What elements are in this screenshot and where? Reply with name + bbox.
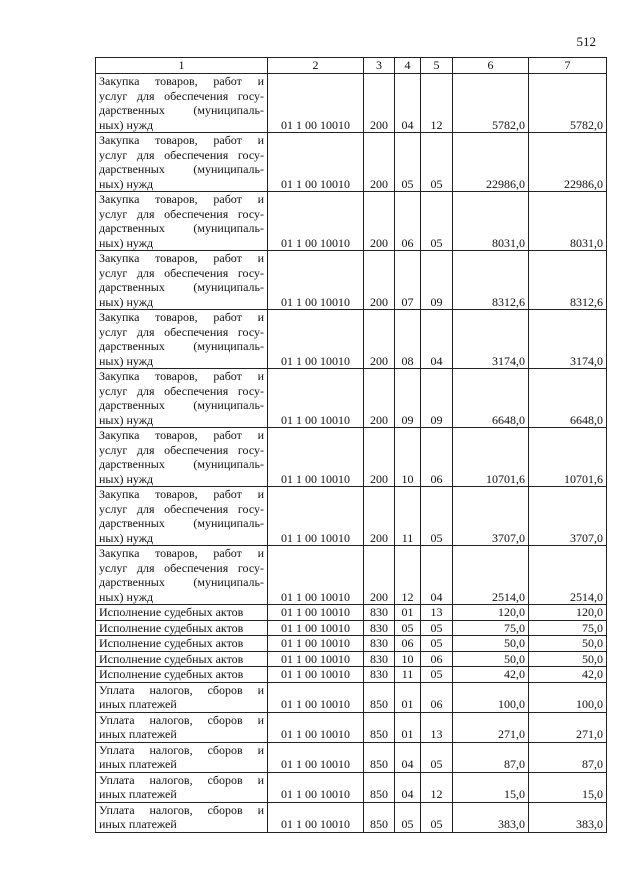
amount-cell: 87,0 — [453, 742, 529, 772]
amount-cell: 8031,0 — [529, 192, 607, 251]
row-name-line: дарственных (муниципаль- — [99, 162, 264, 176]
amount-cell: 5782,0 — [453, 74, 529, 133]
expense-type-cell: 830 — [364, 620, 395, 636]
target-code-cell: 01 1 00 10010 — [268, 310, 364, 369]
row-name-line: дарственных (муниципаль- — [99, 575, 264, 589]
subsection-cell: 04 — [421, 546, 453, 605]
row-name-cell — [96, 712, 268, 742]
amount-cell: 8031,0 — [453, 192, 529, 251]
row-name-cell — [96, 310, 268, 369]
row-name-line: Уплата налогов, сборов и — [99, 742, 264, 757]
section-cell: 10 — [395, 428, 421, 487]
expense-type-cell: 850 — [364, 772, 395, 802]
row-name-line: дарственных (муниципаль- — [99, 516, 264, 530]
row-name-line: Исполнение судебных актов — [99, 636, 244, 650]
section-cell: 10 — [395, 651, 421, 667]
row-name-line: услуг для обеспечения госу- — [99, 265, 264, 280]
amount-cell: 100,0 — [529, 682, 607, 712]
target-code-cell: 01 1 00 10010 — [268, 133, 364, 192]
row-name-line: услуг для обеспечения госу- — [99, 501, 264, 516]
table-row — [96, 546, 607, 605]
amount-cell: 22986,0 — [453, 133, 529, 192]
amount-cell: 383,0 — [529, 802, 607, 832]
row-name-cell — [96, 802, 268, 832]
amount-cell: 8312,6 — [529, 251, 607, 310]
row-name-cell — [96, 636, 268, 652]
row-name-line: дарственных (муниципаль- — [99, 398, 264, 412]
table-row — [96, 428, 607, 487]
expense-type-cell: 830 — [364, 667, 395, 683]
subsection-cell: 09 — [421, 369, 453, 428]
amount-cell: 120,0 — [529, 605, 607, 621]
target-code-cell: 01 1 00 10010 — [268, 192, 364, 251]
amount-cell: 383,0 — [453, 802, 529, 832]
table-row — [96, 772, 607, 802]
target-code-cell: 01 1 00 10010 — [268, 251, 364, 310]
subsection-cell: 04 — [421, 310, 453, 369]
subsection-cell: 06 — [421, 651, 453, 667]
amount-cell: 22986,0 — [529, 133, 607, 192]
section-cell: 04 — [395, 742, 421, 772]
amount-cell: 100,0 — [453, 682, 529, 712]
amount-cell: 2514,0 — [453, 546, 529, 605]
expense-type-cell: 850 — [364, 742, 395, 772]
amount-cell: 8312,6 — [453, 251, 529, 310]
expense-type-cell: 200 — [364, 310, 395, 369]
row-name-line: Исполнение судебных актов — [99, 667, 244, 681]
amount-cell: 3707,0 — [453, 487, 529, 546]
row-name-line: Закупка товаров, работ и — [99, 251, 264, 265]
section-cell: 04 — [395, 772, 421, 802]
row-name-line: услуг для обеспечения госу- — [99, 88, 264, 103]
column-header: 6 — [453, 58, 529, 74]
row-name-cell — [96, 742, 268, 772]
row-name-cell — [96, 667, 268, 683]
target-code-cell: 01 1 00 10010 — [268, 74, 364, 133]
section-cell: 12 — [395, 546, 421, 605]
expense-type-cell: 850 — [364, 712, 395, 742]
row-name-line: Закупка товаров, работ и — [99, 192, 264, 206]
amount-cell: 42,0 — [453, 667, 529, 683]
section-cell: 08 — [395, 310, 421, 369]
target-code-cell: 01 1 00 10010 — [268, 636, 364, 652]
row-name-line: Уплата налогов, сборов и — [99, 712, 264, 727]
row-name-cell — [96, 251, 268, 310]
target-code-cell: 01 1 00 10010 — [268, 651, 364, 667]
row-name-line: ных) нужд — [99, 353, 154, 368]
row-name-cell — [96, 428, 268, 487]
amount-cell: 120,0 — [453, 605, 529, 621]
section-cell: 05 — [395, 620, 421, 636]
row-name-cell — [96, 192, 268, 251]
row-name-line: услуг для обеспечения госу- — [99, 324, 264, 339]
table-row — [96, 251, 607, 310]
expense-type-cell: 200 — [364, 74, 395, 133]
row-name-line: Уплата налогов, сборов и — [99, 682, 264, 697]
row-name-cell — [96, 487, 268, 546]
row-name-line: Исполнение судебных актов — [99, 651, 244, 666]
column-header: 2 — [268, 58, 364, 74]
section-cell: 04 — [395, 74, 421, 133]
table-body — [96, 74, 607, 833]
subsection-cell: 12 — [421, 74, 453, 133]
expense-type-cell: 850 — [364, 802, 395, 832]
table-row — [96, 605, 607, 621]
subsection-cell: 06 — [421, 428, 453, 487]
expense-type-cell: 200 — [364, 133, 395, 192]
row-name-line: дарственных (муниципаль- — [99, 103, 264, 117]
target-code-cell: 01 1 00 10010 — [268, 742, 364, 772]
amount-cell: 2514,0 — [529, 546, 607, 605]
subsection-cell: 12 — [421, 772, 453, 802]
target-code-cell: 01 1 00 10010 — [268, 620, 364, 636]
row-name-line: иных платежей — [99, 697, 177, 711]
table-row — [96, 636, 607, 652]
row-name-cell — [96, 74, 268, 133]
row-name-cell — [96, 682, 268, 712]
row-name-cell — [96, 546, 268, 605]
row-name-line: ных) нужд — [99, 589, 154, 604]
row-name-line: Закупка товаров, работ и — [99, 369, 264, 383]
table-row — [96, 712, 607, 742]
row-name-line: Закупка товаров, работ и — [99, 133, 264, 147]
subsection-cell: 05 — [421, 192, 453, 251]
section-cell: 07 — [395, 251, 421, 310]
amount-cell: 10701,6 — [529, 428, 607, 487]
section-cell: 05 — [395, 133, 421, 192]
row-name-line: Закупка товаров, работ и — [99, 546, 264, 560]
row-name-line: иных платежей — [99, 727, 177, 741]
row-name-line: Уплата налогов, сборов и — [99, 772, 264, 787]
target-code-cell: 01 1 00 10010 — [268, 605, 364, 621]
table-row — [96, 487, 607, 546]
amount-cell: 15,0 — [453, 772, 529, 802]
row-name-cell — [96, 369, 268, 428]
target-code-cell: 01 1 00 10010 — [268, 667, 364, 683]
target-code-cell: 01 1 00 10010 — [268, 428, 364, 487]
table-row — [96, 620, 607, 636]
row-name-line: дарственных (муниципаль- — [99, 221, 264, 235]
target-code-cell: 01 1 00 10010 — [268, 369, 364, 428]
subsection-cell: 05 — [421, 802, 453, 832]
expense-type-cell: 200 — [364, 369, 395, 428]
table-row — [96, 310, 607, 369]
row-name-line: иных платежей — [99, 817, 177, 831]
amount-cell: 87,0 — [529, 742, 607, 772]
section-cell: 01 — [395, 605, 421, 621]
table-row — [96, 133, 607, 192]
table-row — [96, 369, 607, 428]
amount-cell: 42,0 — [529, 667, 607, 683]
amount-cell: 50,0 — [529, 636, 607, 652]
target-code-cell: 01 1 00 10010 — [268, 487, 364, 546]
expense-type-cell: 200 — [364, 251, 395, 310]
table-row — [96, 192, 607, 251]
section-cell: 06 — [395, 192, 421, 251]
amount-cell: 50,0 — [453, 636, 529, 652]
amount-cell: 75,0 — [529, 620, 607, 636]
column-header: 3 — [364, 58, 395, 74]
row-name-cell — [96, 605, 268, 621]
amount-cell: 3707,0 — [529, 487, 607, 546]
section-cell: 01 — [395, 712, 421, 742]
subsection-cell: 06 — [421, 682, 453, 712]
row-name-line: ных) нужд — [99, 235, 154, 250]
row-name-line: дарственных (муниципаль- — [99, 280, 264, 294]
row-name-line: Закупка товаров, работ и — [99, 428, 264, 442]
amount-cell: 15,0 — [529, 772, 607, 802]
row-name-line: ных) нужд — [99, 117, 154, 132]
amount-cell: 5782,0 — [529, 74, 607, 133]
amount-cell: 3174,0 — [453, 310, 529, 369]
row-name-line: Закупка товаров, работ и — [99, 310, 264, 324]
row-name-cell — [96, 133, 268, 192]
table-row — [96, 682, 607, 712]
expense-type-cell: 200 — [364, 546, 395, 605]
section-cell: 09 — [395, 369, 421, 428]
section-cell: 06 — [395, 636, 421, 652]
row-name-line: Исполнение судебных актов — [99, 605, 244, 619]
amount-cell: 50,0 — [453, 651, 529, 667]
table-row — [96, 742, 607, 772]
target-code-cell: 01 1 00 10010 — [268, 682, 364, 712]
subsection-cell: 13 — [421, 605, 453, 621]
expense-type-cell: 830 — [364, 636, 395, 652]
row-name-line: иных платежей — [99, 787, 177, 801]
table-row — [96, 74, 607, 133]
subsection-cell: 05 — [421, 636, 453, 652]
row-name-line: услуг для обеспечения госу- — [99, 206, 264, 221]
subsection-cell: 05 — [421, 487, 453, 546]
row-name-line: дарственных (муниципаль- — [99, 339, 264, 353]
row-name-line: Исполнение судебных актов — [99, 620, 244, 635]
subsection-cell: 09 — [421, 251, 453, 310]
row-name-line: услуг для обеспечения госу- — [99, 147, 264, 162]
row-name-line: ных) нужд — [99, 471, 154, 486]
column-header: 4 — [395, 58, 421, 74]
expense-type-cell: 200 — [364, 192, 395, 251]
subsection-cell: 05 — [421, 620, 453, 636]
row-name-line: Закупка товаров, работ и — [99, 74, 264, 88]
table-row — [96, 651, 607, 667]
expense-type-cell: 850 — [364, 682, 395, 712]
row-name-cell — [96, 651, 268, 667]
section-cell: 01 — [395, 682, 421, 712]
expense-type-cell: 200 — [364, 487, 395, 546]
row-name-line: ных) нужд — [99, 412, 154, 427]
amount-cell: 50,0 — [529, 651, 607, 667]
expense-type-cell: 830 — [364, 605, 395, 621]
row-name-cell — [96, 772, 268, 802]
section-cell: 11 — [395, 667, 421, 683]
budget-table — [95, 57, 607, 833]
column-header: 7 — [529, 58, 607, 74]
row-name-line: ных) нужд — [99, 176, 154, 191]
amount-cell: 3174,0 — [529, 310, 607, 369]
subsection-cell: 13 — [421, 712, 453, 742]
row-name-line: услуг для обеспечения госу- — [99, 442, 264, 457]
subsection-cell: 05 — [421, 133, 453, 192]
row-name-line: Закупка товаров, работ и — [99, 487, 264, 501]
amount-cell: 271,0 — [529, 712, 607, 742]
column-header: 5 — [421, 58, 453, 74]
table-row — [96, 667, 607, 683]
target-code-cell: 01 1 00 10010 — [268, 802, 364, 832]
subsection-cell: 05 — [421, 667, 453, 683]
row-name-line: услуг для обеспечения госу- — [99, 560, 264, 575]
amount-cell: 271,0 — [453, 712, 529, 742]
subsection-cell: 05 — [421, 742, 453, 772]
row-name-cell — [96, 620, 268, 636]
row-name-line: ных) нужд — [99, 530, 154, 545]
page-number: 512 — [576, 34, 596, 49]
amount-cell: 75,0 — [453, 620, 529, 636]
row-name-line: дарственных (муниципаль- — [99, 457, 264, 471]
row-name-line: услуг для обеспечения госу- — [99, 383, 264, 398]
expense-type-cell: 830 — [364, 651, 395, 667]
row-name-line: ных) нужд — [99, 294, 154, 309]
expense-type-cell: 200 — [364, 428, 395, 487]
amount-cell: 6648,0 — [529, 369, 607, 428]
table-row — [96, 802, 607, 832]
target-code-cell: 01 1 00 10010 — [268, 546, 364, 605]
header-row — [96, 58, 607, 74]
column-header: 1 — [96, 58, 268, 74]
section-cell: 11 — [395, 487, 421, 546]
section-cell: 05 — [395, 802, 421, 832]
target-code-cell: 01 1 00 10010 — [268, 712, 364, 742]
amount-cell: 10701,6 — [453, 428, 529, 487]
row-name-line: Уплата налогов, сборов и — [99, 802, 264, 817]
row-name-line: иных платежей — [99, 757, 177, 771]
target-code-cell: 01 1 00 10010 — [268, 772, 364, 802]
amount-cell: 6648,0 — [453, 369, 529, 428]
